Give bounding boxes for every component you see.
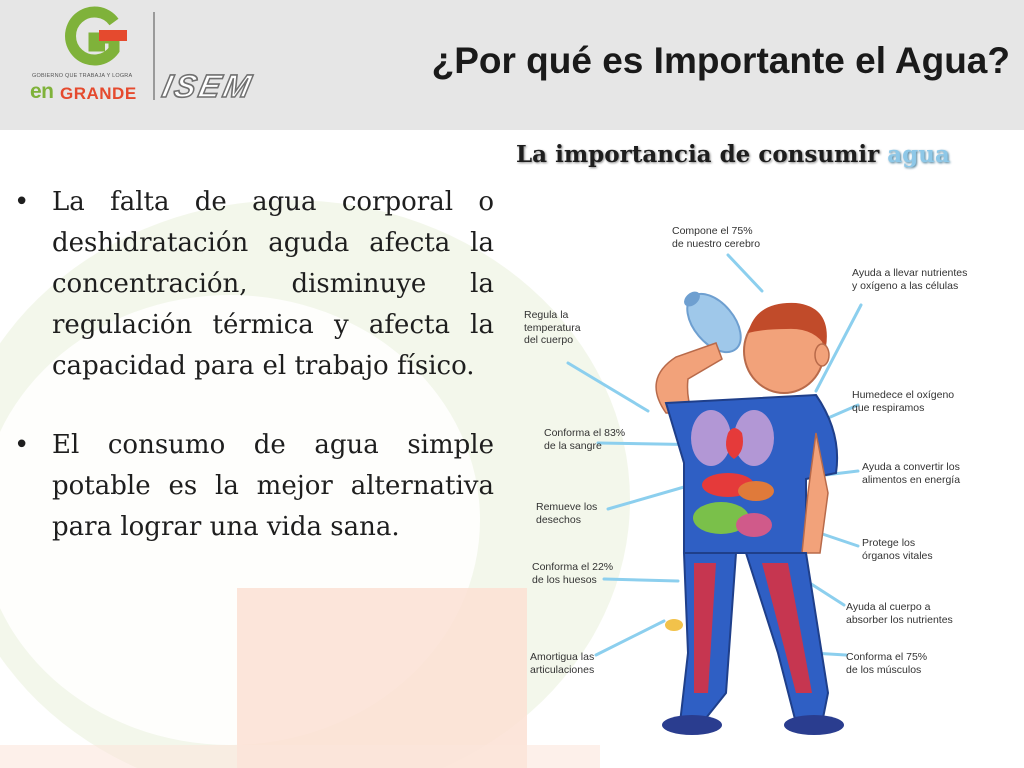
bullet-symbol: •	[14, 187, 30, 217]
label-energia: Ayuda a convertir los alimentos en energía	[862, 461, 961, 486]
label-oxigeno: Humedece el oxígeno que respiramos	[852, 389, 955, 414]
infographic-title-accent: agua	[887, 141, 950, 168]
label-absorber: Ayuda al cuerpo a absorber los nutrientes	[846, 601, 953, 626]
label-nutrientes: Ayuda a llevar nutrientes y oxígeno a las células	[852, 267, 968, 292]
label-temperatura: Regula la temperatura del cuerpo	[524, 309, 581, 346]
label-articulaciones: Amortigua las articulaciones	[530, 651, 595, 676]
bullet-list	[14, 182, 494, 586]
water-infographic	[516, 133, 1016, 763]
logo-divider	[153, 12, 155, 100]
bullet-symbol: •	[14, 430, 30, 460]
page-title: ¿Por qué es Importante el Agua?	[431, 40, 1010, 81]
logo-tagline: GOBIERNO QUE TRABAJA Y LOGRA	[32, 73, 133, 79]
label-huesos: Conforma el 22% de los huesos	[532, 561, 614, 586]
label-cerebro: Compone el 75% de nuestro cerebro	[672, 225, 761, 250]
bullet-text: El consumo de agua simple potable es la mejor alternativa para lograr una vida sana.	[52, 430, 494, 542]
label-desechos: Remueve los desechos	[536, 501, 598, 526]
label-musculos: Conforma el 75% de los músculos	[846, 651, 928, 676]
bullet-text: La falta de agua corporal o deshidratación aguda afecta la concentración, disminuye la regulación térmica y afecta la capacidad para el trabajo físico.	[52, 187, 494, 381]
logo-engrande	[0, 0, 300, 130]
bullet-item-deshidratacion	[14, 182, 494, 387]
g-logo-icon	[0, 0, 150, 75]
logo-word-en: en	[30, 80, 54, 103]
label-organos: Protege los órganos vitales	[862, 537, 933, 562]
infographic-title-text: La importancia de consumir	[516, 141, 880, 168]
label-sangre: Conforma el 83% de la sangre	[544, 427, 626, 452]
bullet-item-consumo	[14, 425, 494, 548]
logo-word-grande: GRANDE	[60, 84, 137, 103]
isem-logo: ISEM	[159, 68, 258, 104]
